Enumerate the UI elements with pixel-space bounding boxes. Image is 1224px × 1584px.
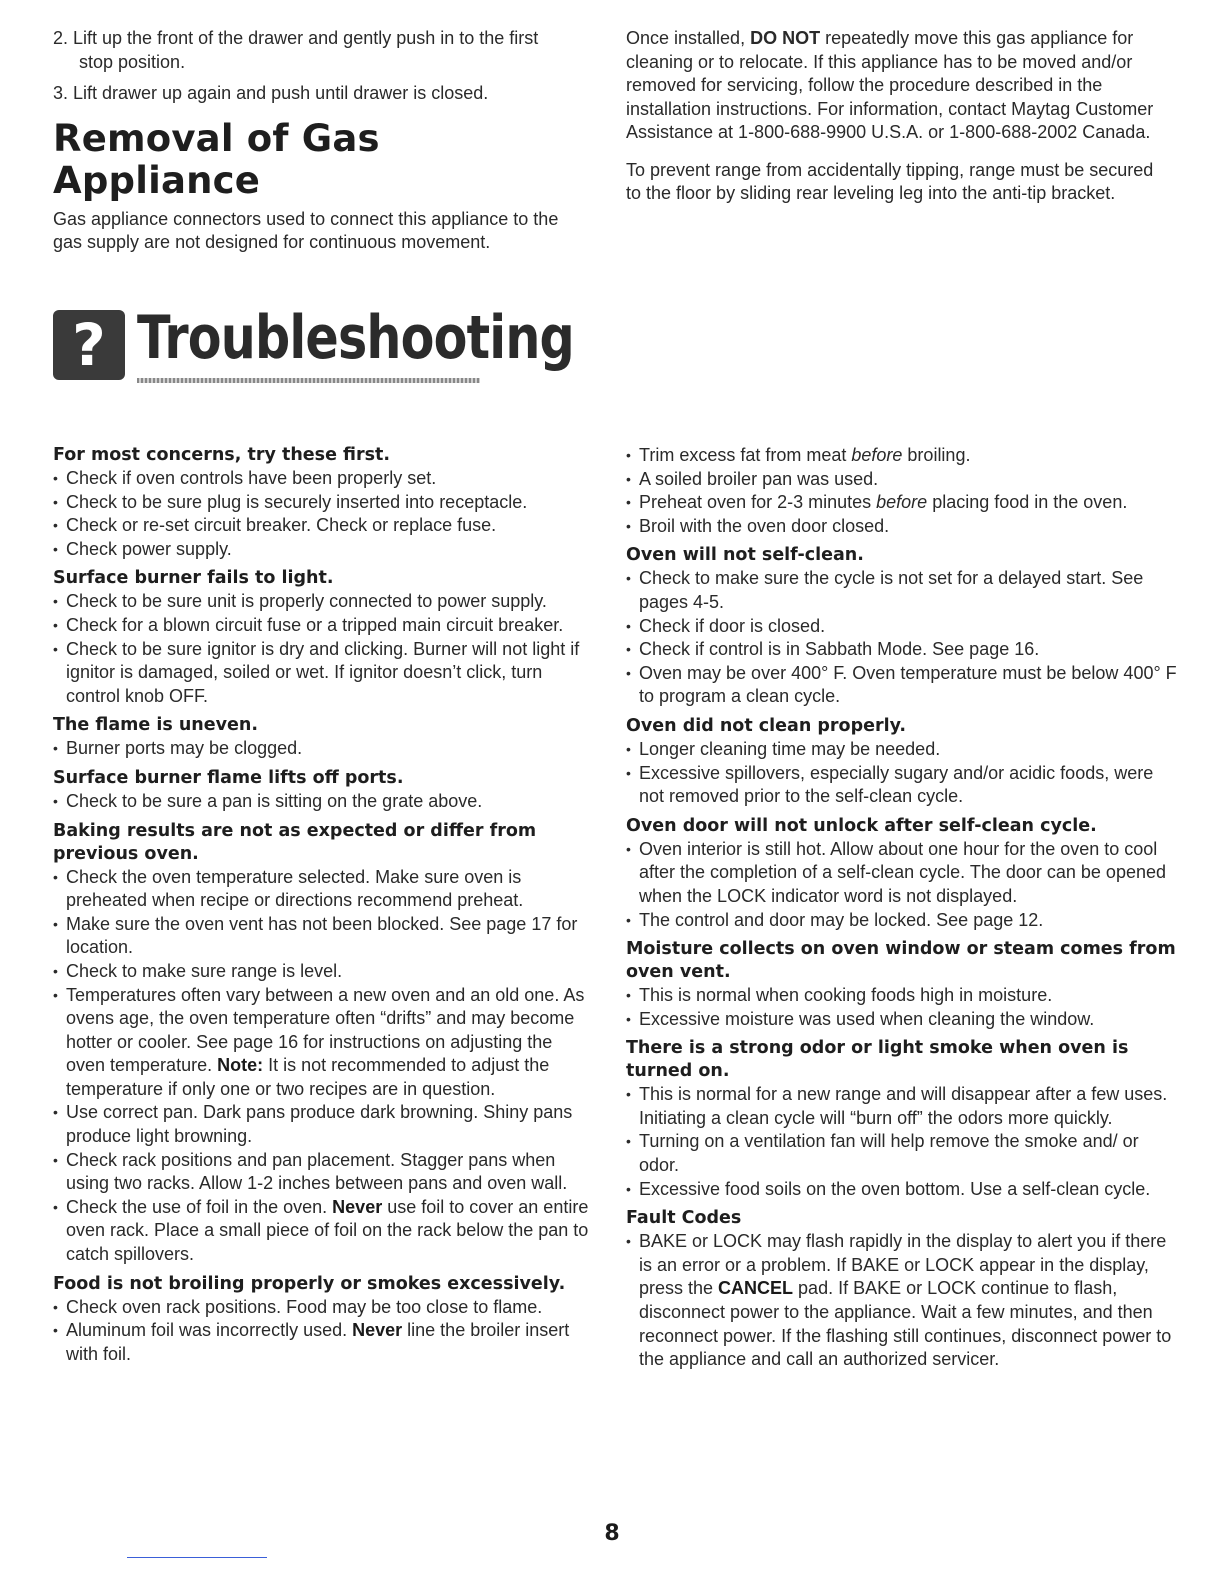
list-item <box>53 1319 593 1366</box>
list-item: • Burner ports may be clogged. <box>53 737 593 761</box>
list-item: • Check the oven temperature selected. Make sure oven is preheated when recipe or directions recommend preheat. <box>53 866 593 913</box>
do-not-emphasis: DO NOT <box>750 28 821 48</box>
relocation-warning <box>626 27 1171 145</box>
list-item: • Check to make sure range is level. <box>53 960 593 984</box>
anti-tip-notice: To prevent range from accidentally tipping, range must be secured to the floor by sliding rear leveling leg into the anti-tip bracket. <box>626 159 1154 203</box>
item-emphasis: Never <box>352 1320 403 1341</box>
bullet-list <box>626 444 1181 538</box>
top-left-column <box>53 27 573 269</box>
list-item: • Check to be sure a pan is sitting on the grate above. <box>53 790 593 814</box>
drawer-steps-list <box>53 27 573 106</box>
list-item: • Make sure the oven vent has not been blocked. See page 17 for location. <box>53 913 593 960</box>
gas-removal-text: Gas appliance connectors used to connect this appliance to the gas supply are not designed for continuous movement. <box>53 208 559 252</box>
drawer-step: 2. Lift up the front of the drawer and gently push in to the first stop position. <box>53 28 539 72</box>
bullet-list <box>53 790 593 814</box>
item-text: Preheat oven for 2-3 minutes <box>639 492 877 513</box>
list-item <box>626 444 1181 468</box>
section-heading: There is a strong odor or light smoke when oven is turned on. <box>626 1038 1129 1082</box>
bullet-list <box>53 737 593 761</box>
list-item: • Check if door is closed. <box>626 615 1181 639</box>
section-heading: Oven did not clean properly. <box>626 715 907 736</box>
list-item: • Excessive moisture was used when cleaning the window. <box>626 1008 1181 1032</box>
list-item: • Check if control is in Sabbath Mode. See page 16. <box>626 638 1181 662</box>
item-emphasis: before <box>876 492 928 513</box>
bullet-list <box>626 984 1181 1031</box>
list-item: • Check or re-set circuit breaker. Check or replace fuse. <box>53 514 593 538</box>
list-item: • This is normal for a new range and will disappear after a few uses. Initiating a clean cycle will “burn off” the odors more quickly. <box>626 1083 1181 1130</box>
list-item: • Check to be sure unit is properly connected to power supply. <box>53 590 593 614</box>
item-text: use foil to cover an entire oven rack. Place a small piece of foil on the rack below the pan to catch spillovers. <box>66 1196 589 1265</box>
list-item <box>626 1230 1181 1372</box>
relocation-warning-post: repeatedly move this gas appliance for cleaning or to relocate. If this appliance has to be moved and/or removed for servicing, follow the procedure described in the installation instructions. For information, contact Maytag Customer Assistance at 1-800-688-9900 U.S.A. or 1-800-688-2002 Canada. <box>626 28 1154 142</box>
list-item: • Oven may be over 400° F. Oven temperature must be below 400° F to program a clean cycle. <box>626 662 1181 709</box>
bullet-list <box>626 1230 1181 1372</box>
title-underline <box>137 378 480 383</box>
section-heading: The flame is uneven. <box>53 715 259 736</box>
item-text: It is not recommended to adjust the temperature if only one or two recipes are in question. <box>66 1055 550 1099</box>
list-item: • Longer cleaning time may be needed. <box>626 738 1181 762</box>
list-item: • The control and door may be locked. See page 12. <box>626 909 1181 933</box>
bullet-list <box>53 1296 593 1367</box>
list-item: • Broil with the oven door closed. <box>626 515 1181 539</box>
item-text: Aluminum foil was incorrectly used. <box>66 1320 353 1341</box>
list-item: • Check if oven controls have been properly set. <box>53 467 593 491</box>
relocation-warning-pre: Once installed, <box>626 28 751 48</box>
list-item: • Oven interior is still hot. Allow about one hour for the oven to cool after the completion of a self-clean cycle. The door can be opened when the LOCK indicator word is not displayed. <box>626 838 1181 909</box>
bullet-list <box>626 838 1181 932</box>
list-item: • Excessive food soils on the oven bottom. Use a self-clean cycle. <box>626 1178 1181 1202</box>
bullet-list <box>626 567 1181 709</box>
list-item: • Use correct pan. Dark pans produce dark browning. Shiny pans produce light browning. <box>53 1101 593 1148</box>
bullet-list <box>626 738 1181 809</box>
section-heading: Oven will not self-clean. <box>626 545 864 566</box>
list-item: • Check rack positions and pan placement. Stagger pans when using two racks. Allow 1-2 inches between pans and oven wall. <box>53 1149 593 1196</box>
list-item: • Check to make sure the cycle is not set for a delayed start. See pages 4-5. <box>626 567 1181 614</box>
section-heading: Oven door will not unlock after self-clean cycle. <box>626 815 1097 836</box>
bullet-list <box>53 467 593 561</box>
item-text: pad. If BAKE or LOCK continue to flash, disconnect power to the appliance. Wait a few minutes, and then reconnect power. If the flashing still continues, disconnect power to the appliance and call an authorized servicer. <box>639 1278 1172 1370</box>
item-text: Check the use of foil in the oven. <box>66 1196 333 1217</box>
troubleshooting-title: Troubleshooting <box>137 303 574 373</box>
item-emphasis: before <box>851 445 903 465</box>
item-text: Trim excess fat from meat <box>639 445 852 465</box>
section-heading: Moisture collects on oven window or steam comes from oven vent. <box>626 939 1176 983</box>
item-text: placing food in the oven. <box>927 492 1128 513</box>
item-emphasis: Never <box>332 1196 383 1217</box>
bullet-list <box>53 866 593 1267</box>
gas-removal-heading: Removal of Gas Appliance <box>53 116 380 202</box>
list-item: • Check to be sure ignitor is dry and clicking. Burner will not light if ignitor is damaged, soiled or wet. If ignitor doesn’t click, turn control knob OFF. <box>53 638 593 709</box>
item-text: broiling. <box>902 445 971 465</box>
list-item: • Turning on a ventilation fan will help remove the smoke and/ or odor. <box>626 1130 1181 1177</box>
footer-rule <box>127 1557 267 1558</box>
bullet-list <box>626 1083 1181 1201</box>
list-item: • Excessive spillovers, especially sugary and/or acidic foods, were not removed prior to the self-clean cycle. <box>626 762 1181 809</box>
section-heading: Baking results are not as expected or differ from previous oven. <box>53 820 537 864</box>
list-item: • Check oven rack positions. Food may be too close to flame. <box>53 1296 593 1320</box>
troubleshooting-banner <box>53 298 574 388</box>
question-mark-icon: ? <box>53 310 125 380</box>
item-text: BAKE or LOCK may flash rapidly in the display to alert you if there is an error or a problem. If BAKE or LOCK appear in the display, press the <box>639 1231 1167 1299</box>
troubleshooting-right-column <box>626 444 1181 1372</box>
list-item: • Check for a blown circuit fuse or a tripped main circuit breaker. <box>53 614 593 638</box>
troubleshooting-left-column <box>53 444 593 1366</box>
drawer-step: 3. Lift drawer up again and push until drawer is closed. <box>53 83 489 103</box>
list-item: • A soiled broiler pan was used. <box>626 468 1181 492</box>
list-item <box>53 984 593 1102</box>
list-item: • This is normal when cooking foods high in moisture. <box>626 984 1181 1008</box>
list-item: • Check to be sure plug is securely inserted into receptacle. <box>53 491 593 515</box>
item-text: line the broiler insert with foil. <box>66 1320 570 1364</box>
list-item: • Check power supply. <box>53 538 593 562</box>
section-heading: Food is not broiling properly or smokes excessively. <box>53 1273 566 1294</box>
section-heading: Fault Codes <box>626 1208 742 1229</box>
top-right-column <box>626 27 1171 220</box>
list-item <box>626 491 1181 515</box>
section-heading: Surface burner fails to light. <box>53 568 334 589</box>
section-heading: Surface burner flame lifts off ports. <box>53 767 404 788</box>
bullet-list <box>53 590 593 708</box>
list-item <box>53 1196 593 1267</box>
section-heading: For most concerns, try these first. <box>53 445 391 465</box>
item-emphasis: Note: <box>217 1055 264 1076</box>
page-number: 8 <box>604 1521 620 1546</box>
item-text: Temperatures often vary between a new oven and an old one. As ovens age, the oven temperature often “drifts” and may become hotter or cooler. See page 16 for instructions on adjusting the oven temperature. <box>66 984 585 1076</box>
item-emphasis: CANCEL <box>718 1278 794 1299</box>
